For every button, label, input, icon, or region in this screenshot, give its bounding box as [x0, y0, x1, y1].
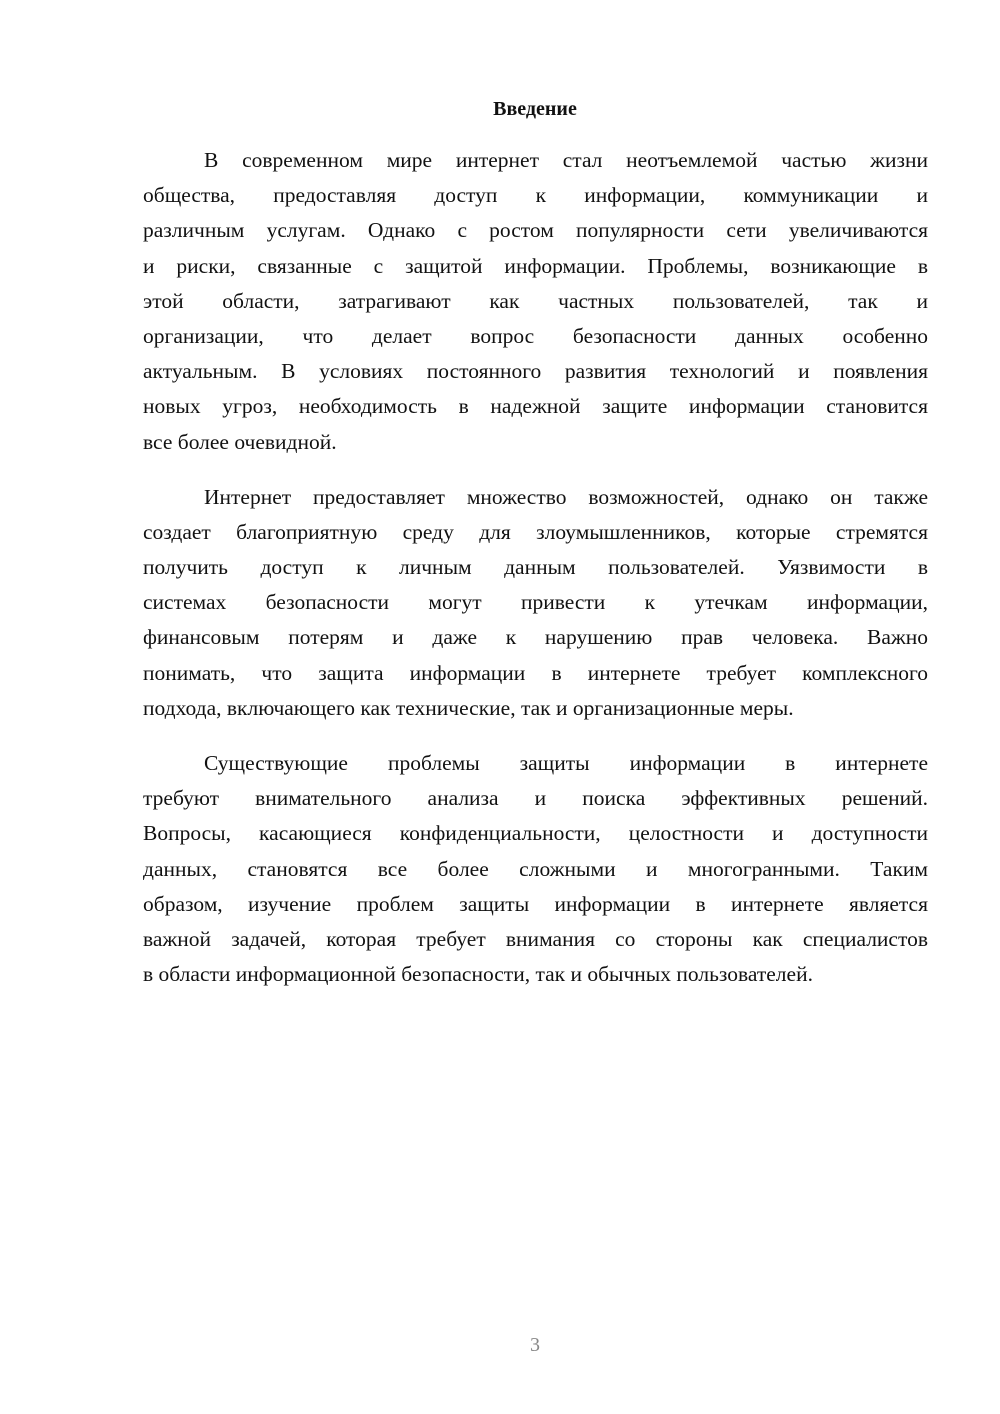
paragraph-line: Интернет предоставляет множество возможностей, однако он также: [204, 484, 928, 509]
paragraph: [143, 480, 928, 726]
paragraph-line: и риски, связанные с защитой информации. Проблемы, возникающие в: [143, 253, 928, 278]
paragraph-line: в области информационной безопасности, так и обычных пользователей.: [143, 962, 813, 987]
paragraph-line: Вопросы, касающиеся конфиденциальности, целостности и доступности: [143, 821, 928, 846]
document-body: [143, 143, 928, 1012]
paragraph-line: важной задачей, которая требует внимания со стороны как специалистов: [143, 926, 928, 951]
paragraph-line: актуальным. В условиях постоянного развития технологий и появления: [143, 359, 928, 384]
paragraph-line: подхода, включающего как технические, так и организационные меры.: [143, 695, 794, 720]
section-title: Введение: [493, 98, 577, 120]
paragraph-line: системах безопасности могут привести к утечкам информации,: [143, 590, 928, 615]
paragraph-line: образом, изучение проблем защиты информации в интернете является: [143, 891, 928, 916]
paragraph-line: требуют внимательного анализа и поиска эффективных решений.: [143, 786, 928, 811]
paragraph-line: В современном мире интернет стал неотъемлемой частью жизни: [204, 148, 928, 172]
paragraph-line: этой области, затрагивают как частных пользователей, так и: [143, 288, 928, 313]
page-number: 3: [530, 1334, 540, 1356]
paragraph-line: все более очевидной.: [143, 429, 337, 454]
paragraph-line: различным услугам. Однако с ростом популярности сети увеличиваются: [143, 218, 928, 243]
paragraph: [143, 746, 928, 992]
paragraph-line: создает благоприятную среду для злоумышленников, которые стремятся: [143, 519, 928, 544]
paragraph-line: общества, предоставляя доступ к информации, коммуникации и: [143, 183, 928, 208]
paragraph-line: финансовым потерям и даже к нарушению прав человека. Важно: [143, 625, 928, 650]
paragraph-line: Существующие проблемы защиты информации в интернете: [204, 751, 928, 775]
paragraph: [143, 143, 928, 460]
paragraph-line: организации, что делает вопрос безопасности данных особенно: [143, 323, 928, 348]
paragraph-line: данных, становятся все более сложными и многогранными. Таким: [143, 856, 928, 881]
paragraph-line: понимать, что защита информации в интернете требует комплексного: [143, 660, 928, 685]
paragraph-line: новых угроз, необходимость в надежной защите информации становится: [143, 394, 928, 419]
paragraph-line: получить доступ к личным данным пользователей. Уязвимости в: [143, 555, 928, 580]
